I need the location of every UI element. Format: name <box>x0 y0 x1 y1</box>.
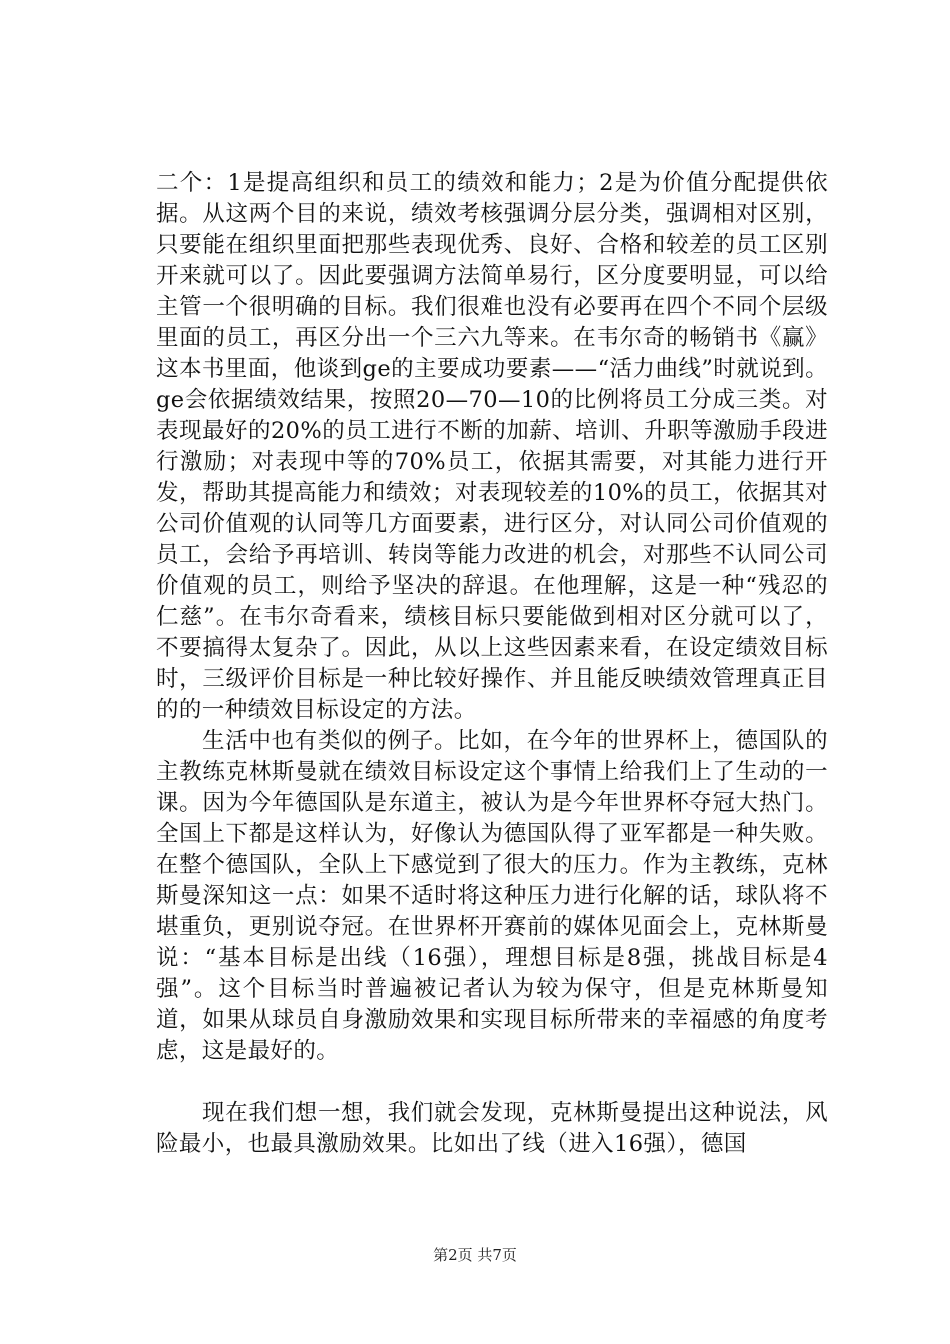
document-body <box>156 168 828 1160</box>
page-footer: 第2页 共7页 <box>433 1246 517 1264</box>
paragraph-1: 二个：1是提高组织和员工的绩效和能力；2是为价值分配提供依据。从这两个目的来说，绩效考核强调分层分类，强调相对区别，只要能在组织里面把那些表现优秀、良好、合格和较差的员工区别开来就可以了。因此要强调方法简单易行，区分度要明显，可以给主管一个很明确的目标。我们很难也没有必要再在四个不同个层级里面的员工，再区分出一个三六九等来。在韦尔奇的畅销书《赢》这本书里面，他谈到ge的主要成功要素——“活力曲线”时就说到。ge会依据绩效结果，按照20—70—10的比例将员工分成三类。对表现最好的20%的员工进行不断的加薪、培训、升职等激励手段进行激励；对表现中等的70%员工，依据其需要，对其能力进行开发，帮助其提高能力和绩效；对表现较差的10%的员工，依据其对公司价值观的认同等几方面要素，进行区分，对认同公司价值观的员工，会给予再培训、转岗等能力改进的机会，对那些不认同公司价值观的员工，则给予坚决的辞退。在他理解，这是一种“残忍的仁慈”。在韦尔奇看来，绩核目标只要能做到相对区分就可以了，不要搞得太复杂了。因此，从以上这些因素来看，在设定绩效目标时，三级评价目标是一种比较好操作、并且能反映绩效管理真正目的的一种绩效目标设定的方法。 <box>156 170 828 723</box>
paragraph-3: 现在我们想一想，我们就会发现，克林斯曼提出这种说法，风险最小，也最具激励效果。比如出了线（进入16强），德国 <box>156 1100 828 1157</box>
paragraph-2: 生活中也有类似的例子。比如，在今年的世界杯上，德国队的主教练克林斯曼就在绩效目标设定这个事情上给我们上了生动的一课。因为今年德国队是东道主，被认为是今年世界杯夺冠大热门。全国上下都是这样认为，好像认为德国队得了亚军都是一种失败。在整个德国队，全队上下感觉到了很大的压力。作为主教练，克林斯曼深知这一点：如果不适时将这种压力进行化解的话，球队将不堪重负，更别说夺冠。在世界杯开赛前的媒体见面会上，克林斯曼说：“基本目标是出线（16强），理想目标是8强，挑战目标是4强”。这个目标当时普遍被记者认为较为保守，但是克林斯曼知道，如果从球员自身激励效果和实现目标所带来的幸福感的角度考虑，这是最好的。 <box>156 728 828 1064</box>
